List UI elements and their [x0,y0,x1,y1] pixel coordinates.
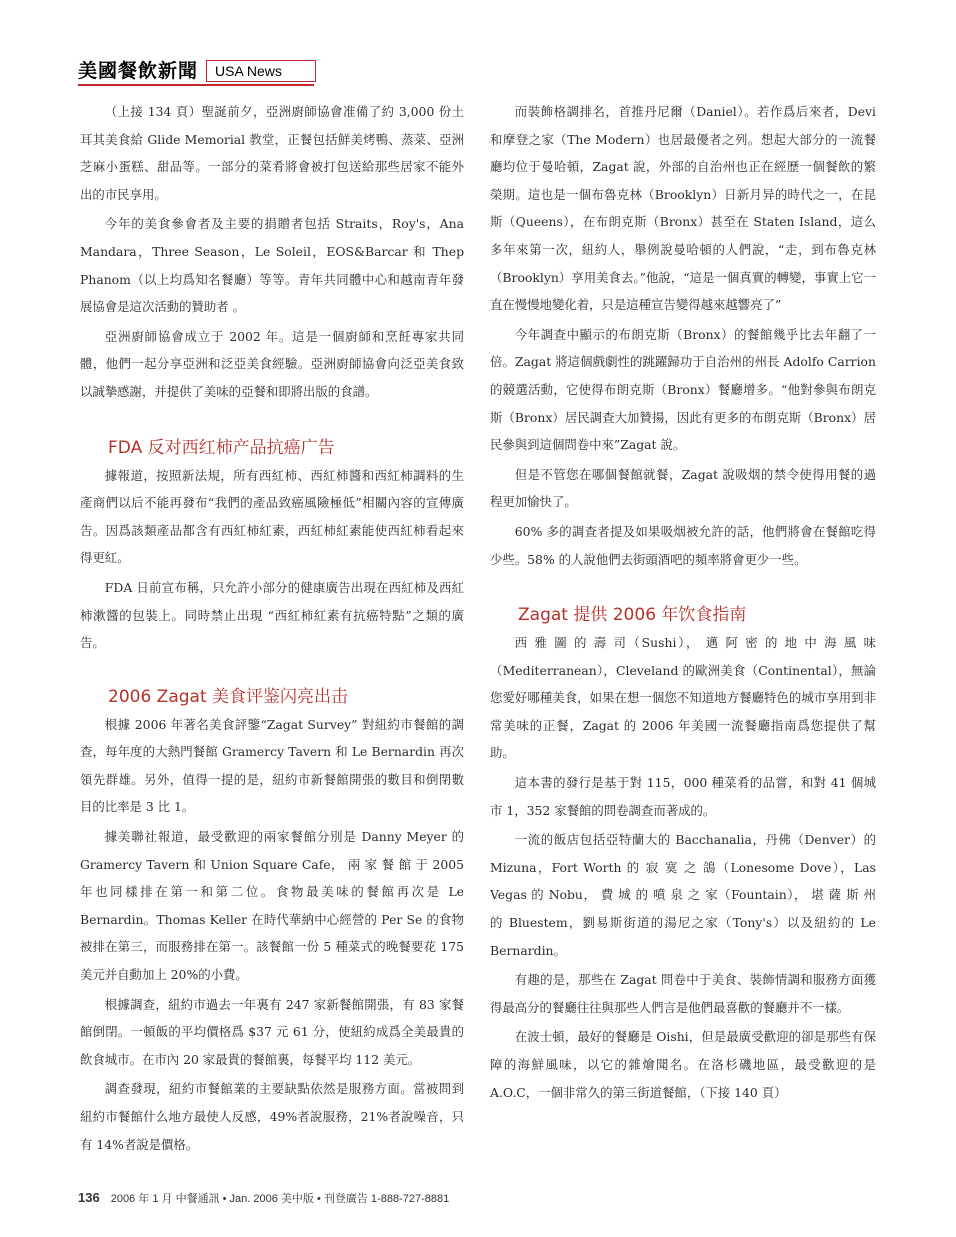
right-column [490,98,876,1108]
page-footer [78,1190,449,1206]
paragraph: 在波士頓，最好的餐廳是 Oishi，但是最廣受歡迎的卻是那些有保障的海鮮風味，以它的雜燴聞名。在洛杉磯地區，最受歡迎的是 A.O.C，一個非常久的第三街道餐館，（下接 140 頁） [490,1029,876,1100]
section-label-box: USA News [206,60,316,82]
paragraph: 亞洲廚師協會成立于 2002 年。這是一個廚師和烹飪專家共同體，他們一起分享亞洲和泛亞美食經驗。亞洲廚師協會向泛亞美食致以誠摯感謝，并提供了美味的亞餐和即將出版的食譜。 [80,328,464,399]
publication-section-title: 美國餐飲新聞 [78,60,199,82]
footer-text: 2006 年 1 月 中餐通訊 • Jan. 2006 美中版 • 刊登廣告 1-888-727-8881 [110,1193,450,1205]
paragraph: 這本書的發行是基于對 115，000 種菜肴的品嘗，和對 41 個城市 1，352 家餐館的問卷調查而著成的。 [490,775,876,818]
paragraph: 有趣的是，那些在 Zagat 問卷中于美食、裝飾情調和服務方面獲得最高分的餐廳往往與那些人們言是他們最喜歡的餐廳并不一樣。 [490,972,876,1015]
headline-zagat-guide: Zagat 提供 2006 年饮食指南 [518,605,747,626]
paragraph: 調查發現，紐約市餐館業的主要缺點依然是服務方面。當被問到紐約市餐館什么地方最使人反感，49%者說服務，21%者說噪音，只有 14%者說是價格。 [80,1081,464,1152]
paragraph: 西 雅 圖 的 壽 司（Sushi）， 邁 阿 密 的 地 中 海 風 味（Mediterranean），Cleveland 的歐洲美食（Continental），無論您愛好哪種美食，如果在想一個您不知道地方餐廳特色的城市享用到非常美味的正餐，Zagat 的 2006 年美國一流餐廳指南爲您提供了幫助。 [490,635,876,761]
paragraph: 但是不管您在哪個餐館就餐，Zagat 說吸烟的禁令使得用餐的過程更加愉快了。 [490,466,876,510]
paragraph: 今年調查中顯示的布朗克斯（Bronx）的餐館幾乎比去年翻了一倍。Zagat 將這個戲劇性的跳躍歸功于自治州的州長 Adolfo Carrion的競選活動，它使得布朗克斯（Bronx）餐廳增多。“他對參與布朗克斯（Bronx）居民調查大加贊揚，因此有更多的布朗克斯（Bronx）居民參與到這個問卷中來”Zagat 說。 [490,326,876,453]
paragraph: 據美聯社報道，最受歡迎的兩家餐館分別是 Danny Meyer 的 Gramercy Tavern 和 Union Square Cafe， 兩 家 餐 館 于 2005 年也同樣排在第一和第二位。食物最美味的餐館再次是 Le Bernardin。Thomas Keller 在時代華納中心經營的 Per Se 的食物被排在第三，而服務排在第一。該餐館一份 5 種菜式的晚餐要花 175 美元并自動加上 20%的小費。 [80,829,464,983]
spacer [490,575,876,601]
spacer [80,659,464,683]
paragraph: （上接 134 頁）聖誕前夕，亞洲廚師協會准備了約 3,000 份土耳其美食給 Glide Memorial 教堂，正餐包括鮮美烤鴨、蒸菜、亞洲芝麻小蛋糕、甜品等。一部分的菜肴將會被打包送給那些居家不能外出的市民享用。 [80,104,464,202]
paragraph: 而裝飾格調排名，首推丹尼爾（Daniel）。若作爲后來者，Devi 和摩登之家（The Modern）也居最優者之列。想起大部分的一流餐廳均位于曼哈頓，Zagat 說，外部的自治州也正在經歷一個餐飲的繁榮期。這也是一個布魯克林（Brooklyn）日新月异的時代之一，在昆斯（Queens），在布朗克斯（Bronx）甚至在 Staten Island，這么多年來第一次，紐約人，舉例說曼哈頓的人們說，“走，到布魯克林（Brooklyn）享用美食去。”他說，“這是一個真實的轉變，事實上它一直在慢慢地變化着，只是這種宣告變得越來越響亮了” [490,104,876,313]
headline-fda: FDA 反对西红柿产品抗癌广告 [108,437,335,458]
paragraph: 據報道，按照新法規，所有西紅柿、西紅柿醬和西紅柿調料的生產商們以后不能再發布“我們的產品致癌風險極低”相關內容的宣傳廣告。因爲該類產品都含有西紅柿紅素，西紅柿紅素能使西紅柿看起來得更紅。 [80,467,464,566]
left-column [80,98,464,1160]
paragraph: 60% 多的調查者提及如果吸烟被允許的話，他們將會在餐館吃得少些。58% 的人說他們去街頭酒吧的頻率將會更少一些。 [490,523,876,567]
paragraph: FDA 日前宣布稱，只允許小部分的健康廣告出現在西紅柿及西紅柿漱醬的包裝上。同時禁止出現 “西紅柿紅素有抗癌特點”之類的廣告。 [80,579,464,651]
masthead [78,58,318,86]
header-divider [78,84,314,86]
paragraph: 根據調查，紐約市過去一年裏有 247 家新餐館開張，有 83 家餐館倒閉。一頓飯的平均價格爲 $37 元 61 分，使紐約成爲全美最貴的飲食城市。在市內 20 家最貴的餐館裏，每餐平均 112 美元。 [80,996,464,1067]
paragraph: 一流的飯店包括亞特蘭大的 Bacchanalia，丹佛（Denver）的 Mizuna，Fort Worth 的 寂 寞 之 鴿（Lonesome Dove），Las Vegas 的 Nobu， 費 城 的 噴 泉 之 家（Fountain）， 堪 薩 斯 州 的 Bluestem，劉易斯街道的湯尼之家（Tony's）以及紐約的 Le Bernardin。 [490,832,876,958]
paragraph: 根據 2006 年著名美食評鑒“Zagat Survey” 對紐約市餐館的調查，每年度的大熱門餐館 Gramercy Tavern 和 Le Bernardin 再次領先群雄。另外，值得一提的是，紐約市新餐館開張的數目和倒閉數目的比率是 3 比 1。 [80,716,464,815]
paragraph: 今年的美食參會者及主要的捐贈者包括 Straits，Roy's，Ana Mandara，Three Season，Le Soleil，EOS&Barcar 和 Thep Phanom（以上均爲知名餐廳）等等。青年共同體中心和越南青年發展協會是這次活動的贊助者 。 [80,216,464,315]
headline-zagat-2006: 2006 Zagat 美食评鉴闪亮出击 [108,686,349,707]
spacer [80,408,464,434]
page-number: 136 [78,1190,100,1205]
